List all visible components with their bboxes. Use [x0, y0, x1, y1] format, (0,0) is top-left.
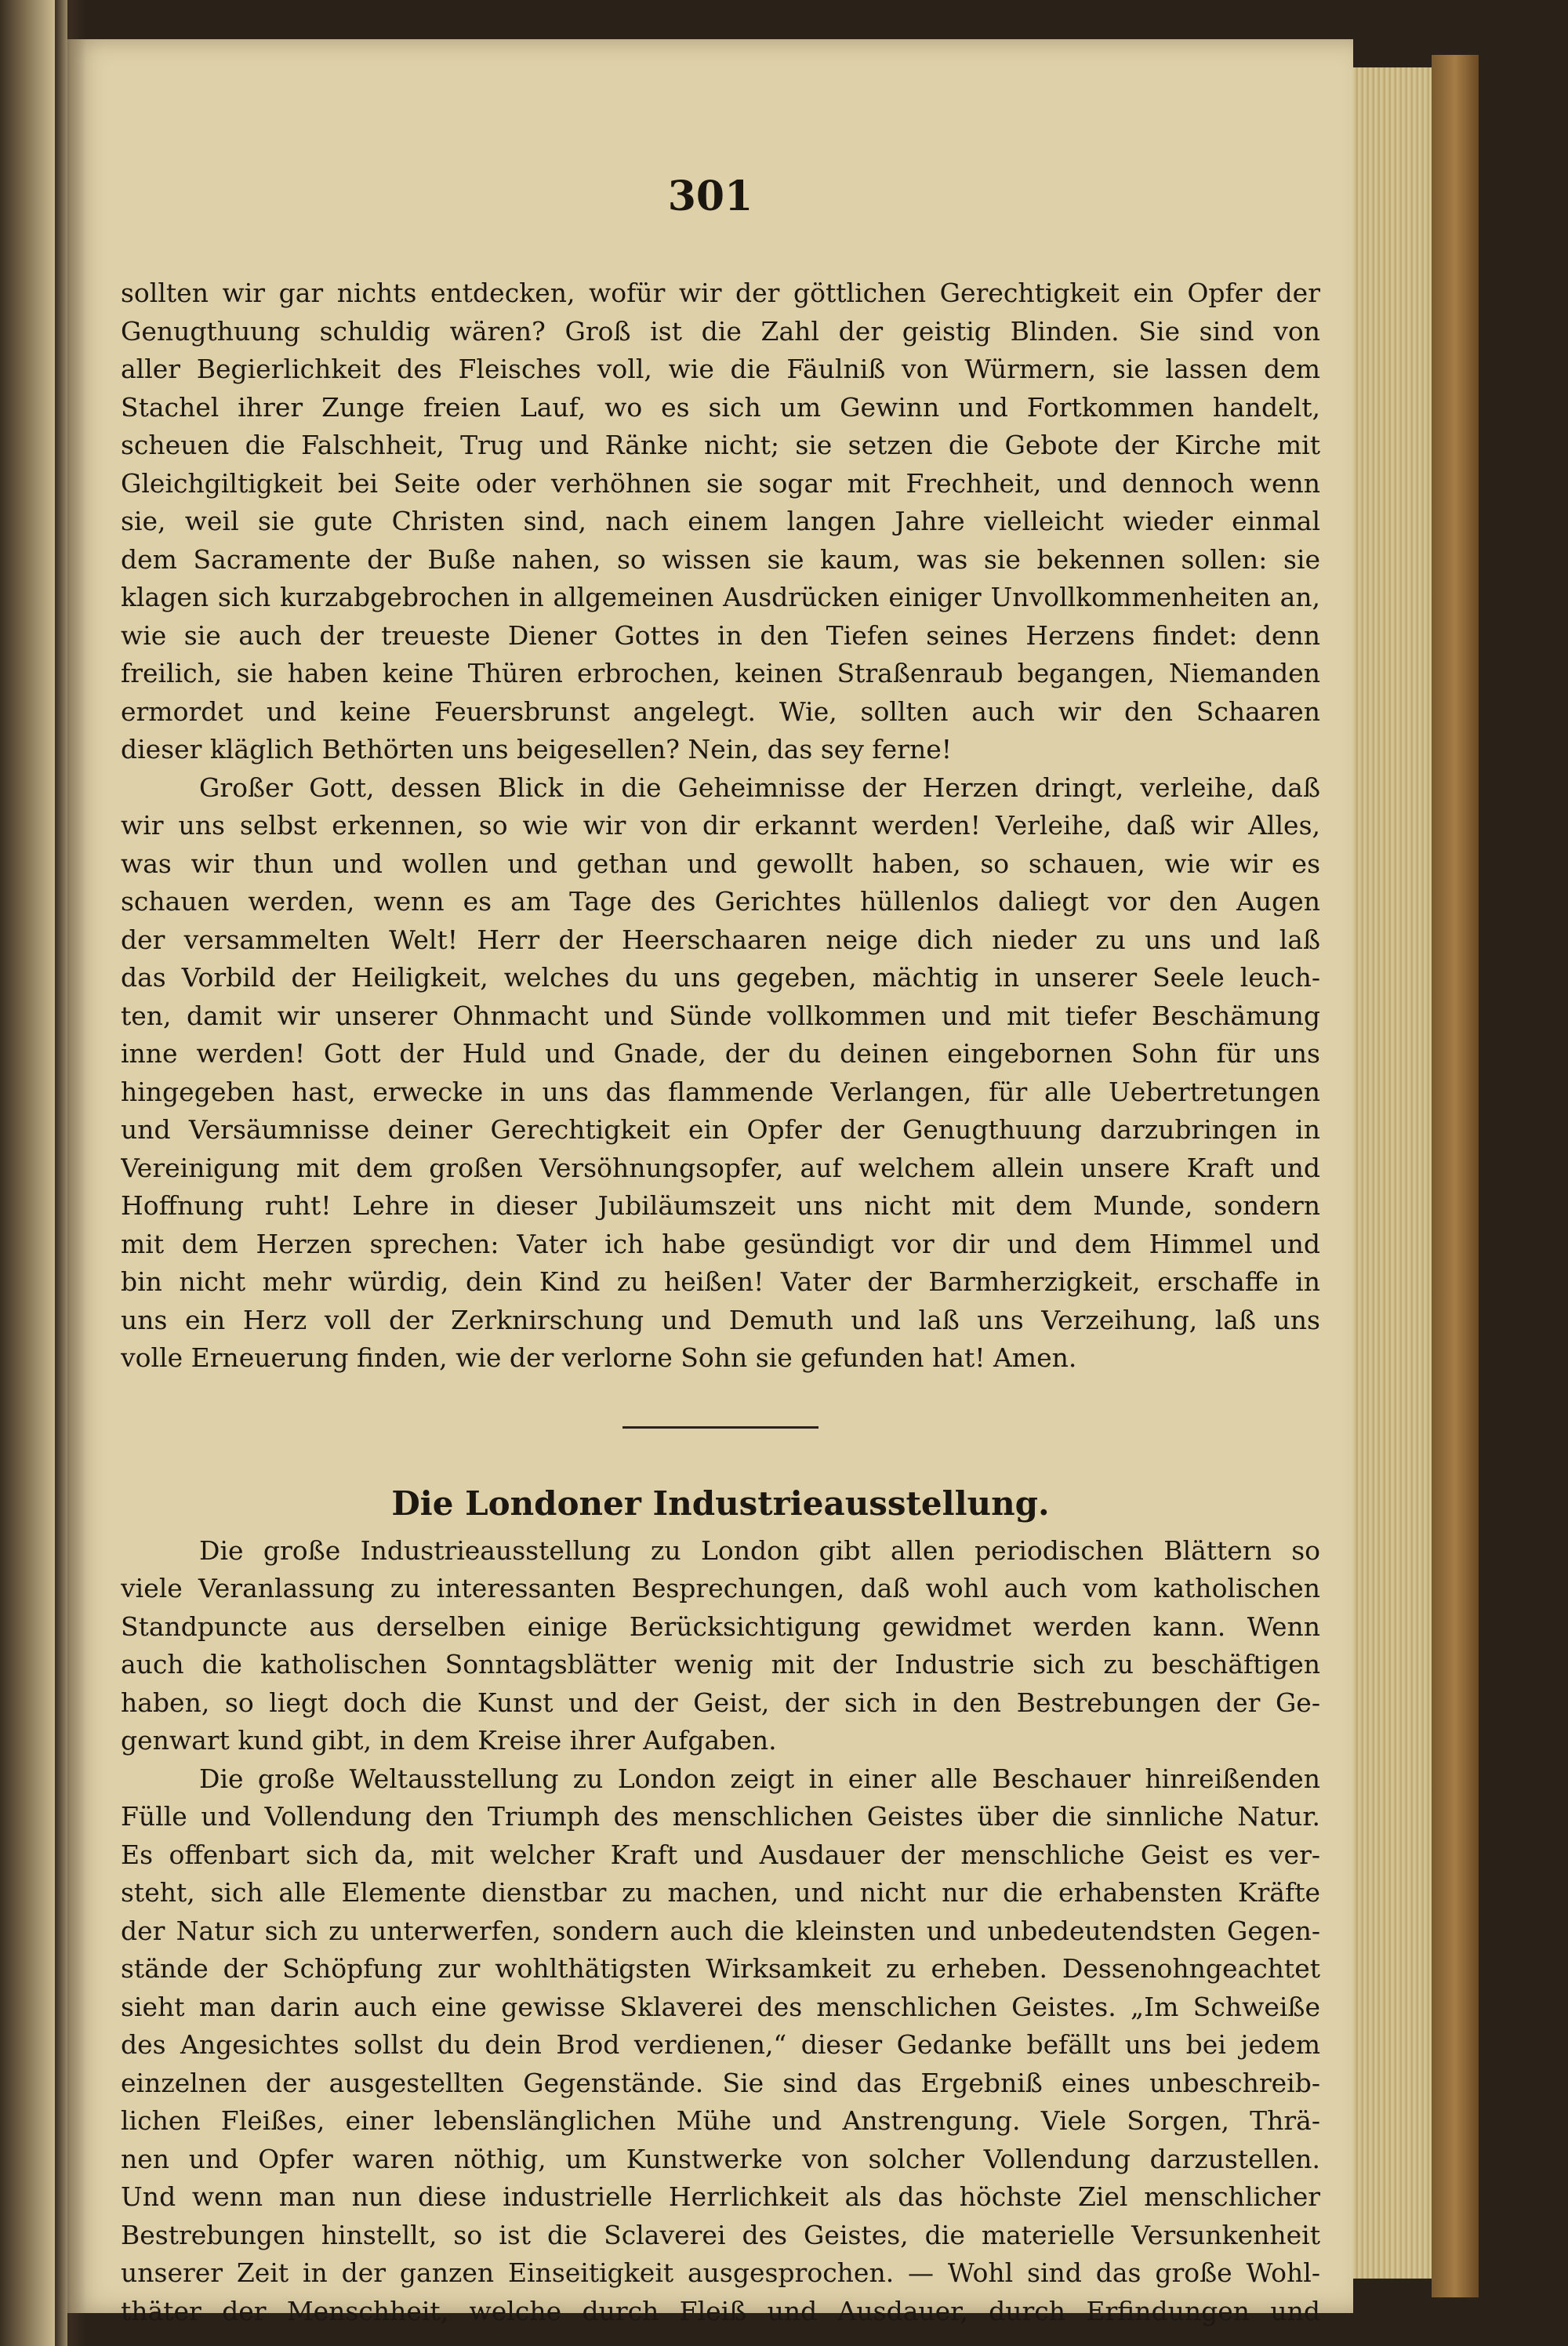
text-line: Großer Gott, dessen Blick in die Geheimnisse der Herzen dringt, verleihe, daß [199, 772, 1320, 803]
text-line: inne werden! Gott der Huld und Gnade, der du deinen eingebornen Sohn für uns [121, 1038, 1320, 1069]
text-line: scheuen die Falschheit, Trug und Ränke nicht; sie setzen die Gebote der Kirche mit [121, 430, 1320, 460]
text-line: wie sie auch der treueste Diener Gottes in den Tiefen seines Herzens findet: denn [121, 619, 1320, 651]
text-line: klagen sich kurzabgebrochen in allgemeinen Ausdrücken einiger Unvollkommenheiten an, [121, 582, 1320, 612]
text-line: thäter der Menschheit, welche durch Fleiß und Ausdauer, durch Erfindungen und [121, 2295, 1320, 2326]
text-line: steht, sich alle Elemente dienstbar zu machen, und nicht nur die erhabensten Kräfte [121, 1877, 1320, 1908]
book-gutter [55, 0, 86, 2346]
text-line: Die große Industrieausstellung zu London gibt allen periodischen Blättern so [199, 1534, 1320, 1566]
text-line: Es offenbart sich da, mit welcher Kraft und Ausdauer der menschliche Geist es ver- [121, 1839, 1320, 1870]
text-line: Hoffnung ruht! Lehre in dieser Jubiläumszeit uns nicht mit dem Munde, sondern [121, 1190, 1320, 1221]
text-line: nen und Opfer waren nöthig, um Kunstwerke von solcher Vollendung darzustellen. [121, 2143, 1320, 2174]
text-line: Genugthuung schuldig wären? Groß ist die Zahl der geistig Blinden. Sie sind von [121, 315, 1320, 347]
text-line: was wir thun und wollen und gethan und gewollt haben, so schauen, wie wir es [121, 848, 1320, 879]
page [67, 39, 1353, 2326]
text-line: ten, damit wir unserer Ohnmacht und Sünde vollkommen und mit tiefer Beschämung [121, 1000, 1320, 1031]
text-line: Fülle und Vollendung den Triumph des menschlichen Geistes über die sinnliche Natur. [121, 1801, 1320, 1832]
text-line: Bestrebungen hinstellt, so ist die Sclaverei des Geistes, die materielle Versunkenheit [121, 2219, 1320, 2250]
text-line: volle Erneuerung finden, wie der verlorne Sohn sie gefunden hat! Amen. [121, 1342, 1077, 1373]
text-line: Und wenn man nun diese industrielle Herrlichkeit als das höchste Ziel menschlicher [121, 2181, 1320, 2212]
text-line: aller Begierlichkeit des Fleisches voll, wie die Fäulniß von Würmern, sie lassen dem [121, 354, 1320, 384]
book-cover-edge [1432, 55, 1479, 2297]
article-paragraph-1 [121, 1532, 1320, 1760]
section-2-prayer [121, 769, 1320, 1378]
text-line: der Natur sich zu unterwerfen, sondern auch die kleinsten und unbedeutendsten Gegen- [121, 1915, 1320, 1946]
text-line: haben, so liegt doch die Kunst und der Geist, der sich in den Bestrebungen der Ge- [121, 1687, 1320, 1718]
text-line: uns ein Herz voll der Zerknirschung und Demuth und laß uns Verzeihung, laß uns [121, 1304, 1320, 1335]
text-line: dieser kläglich Bethörten uns beigesellen? Nein, das sey ferne! [121, 734, 952, 764]
section-1-continuation [121, 274, 1320, 769]
text-line: auch die katholischen Sonntagsblätter wenig mit der Industrie sich zu beschäftigen [121, 1649, 1320, 1680]
text-line: stände der Schöpfung zur wohlthätigsten Wirksamkeit zu erheben. Dessenohngeachtet [121, 1953, 1320, 1984]
text-line: dem Sacramente der Buße nahen, so wissen sie kaum, was sie bekennen sollen: sie [121, 543, 1320, 575]
text-line: sie, weil sie gute Christen sind, nach einem langen Jahre vielleicht wieder einmal [121, 506, 1320, 536]
text-line: sieht man darin auch eine gewisse Sklaverei des menschlichen Geistes. „Im Schweiße [121, 1991, 1320, 2022]
text-line: lichen Fleißes, einer lebenslänglichen Mühe und Anstrengung. Viele Sorgen, Thrä- [121, 2105, 1320, 2136]
page-stack-edge [1353, 67, 1432, 2279]
text-line: das Vorbild der Heiligkeit, welches du uns gegeben, mächtig in unserer Seele leuch- [121, 962, 1320, 993]
text-line: Vereinigung mit dem großen Versöhnungsopfer, auf welchem allein unsere Kraft und [121, 1152, 1320, 1183]
text-line: Stachel ihrer Zunge freien Lauf, wo es sich um Gewinn und Fortkommen handelt, [121, 391, 1320, 423]
text-block [121, 274, 1320, 2330]
text-line: und Versäumnisse deiner Gerechtigkeit ein Opfer der Genugthuung darzubringen in [121, 1114, 1320, 1145]
text-line: genwart kund gibt, in dem Kreise ihrer Aufgaben. [121, 1725, 777, 1756]
article-title: Die Londoner Industrieausstellung. [391, 1484, 1050, 1523]
page-number: 301 [667, 172, 753, 220]
text-line: Die große Weltausstellung zu London zeigt in einer alle Beschauer hinreißenden [199, 1763, 1320, 1794]
article-paragraph-2 [121, 1760, 1320, 2331]
section-separator [622, 1426, 818, 1429]
text-line: hingegeben hast, erwecke in uns das flammende Verlangen, für alle Uebertretungen [121, 1076, 1320, 1107]
text-line: unserer Zeit in der ganzen Einseitigkeit ausgesprochen. — Wohl sind das große Wohl- [121, 2257, 1320, 2288]
text-line: der versammelten Welt! Herr der Heerschaaren neige dich nieder zu uns und laß [121, 924, 1320, 955]
text-line: Standpuncte aus derselben einige Berücksichtigung gewidmet werden kann. Wenn [121, 1611, 1320, 1642]
text-line: freilich, sie haben keine Thüren erbrochen, keinen Straßenraub begangen, Niemanden [121, 658, 1320, 688]
text-line: des Angesichtes sollst du dein Brod verdienen,“ dieser Gedanke befällt uns bei jedem [121, 2029, 1320, 2060]
text-line: viele Veranlassung zu interessanten Besprechungen, daß wohl auch vom katholischen [121, 1573, 1320, 1603]
text-line: Gleichgiltigkeit bei Seite oder verhöhnen sie sogar mit Frechheit, und dennoch wenn [121, 467, 1320, 499]
text-line: ermordet und keine Feuersbrunst angelegt. Wie, sollten auch wir den Schaaren [121, 695, 1320, 727]
text-line: bin nicht mehr würdig, dein Kind zu heißen! Vater der Barmherzigkeit, erschaffe in [121, 1266, 1320, 1297]
text-line: einzelnen der ausgestellten Gegenstände. Sie sind das Ergebniß eines unbeschreib- [121, 2067, 1320, 2098]
text-line: mit dem Herzen sprechen: Vater ich habe gesündigt vor dir und dem Himmel und [121, 1228, 1320, 1259]
text-line: wir uns selbst erkennen, so wie wir von dir erkannt werden! Verleihe, daß wir Alles, [121, 810, 1320, 841]
text-line: schauen werden, wenn es am Tage des Gerichtes hüllenlos daliegt vor den Augen [121, 886, 1320, 917]
text-line: sollten wir gar nichts entdecken, wofür wir der göttlichen Gerechtigkeit ein Opfer der [121, 278, 1320, 308]
